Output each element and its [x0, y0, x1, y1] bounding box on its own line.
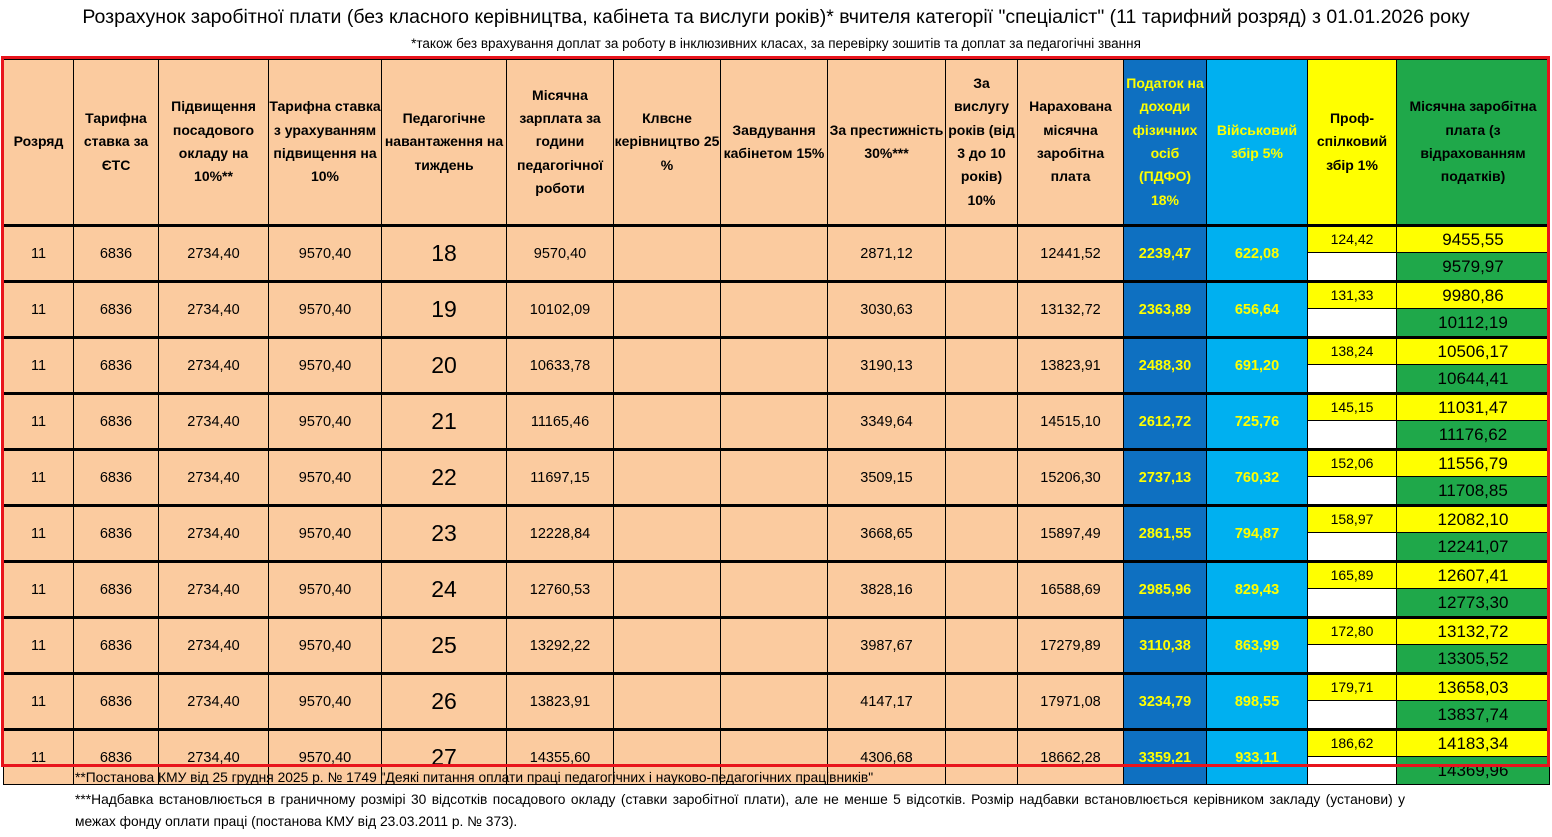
cell-rate-raised: 9570,40: [269, 394, 382, 450]
cell-pdfo: 2985,96: [1124, 562, 1207, 618]
cell-military: 760,32: [1207, 450, 1308, 506]
header-net: Місячна заробітна плата (з відрахованням податків): [1397, 60, 1550, 226]
cell-prestige: 3828,16: [828, 562, 946, 618]
cell-military: 933,11: [1207, 730, 1308, 785]
cell-pdfo: 2239,47: [1124, 226, 1207, 282]
cell-prestige: 3668,65: [828, 506, 946, 562]
cell-pdfo: 2363,89: [1124, 282, 1207, 338]
header-raise: Підвищення посадового окладу на 10%**: [159, 60, 269, 226]
net-without-union: 13305,52: [1397, 645, 1549, 672]
cell-pdfo: 2488,30: [1124, 338, 1207, 394]
cell-prestige: 3987,67: [828, 618, 946, 674]
cell-load: 20: [382, 338, 507, 394]
cell-military: 725,76: [1207, 394, 1308, 450]
cell-accrued: 16588,69: [1018, 562, 1124, 618]
cell-raise: 2734,40: [159, 730, 269, 785]
net-without-union: 12773,30: [1397, 589, 1549, 616]
union-fee-value: 124,42: [1308, 227, 1396, 253]
cell-load: 26: [382, 674, 507, 730]
cell-accrued: 15897,49: [1018, 506, 1124, 562]
cell-rate-raised: 9570,40: [269, 674, 382, 730]
cell-load: 24: [382, 562, 507, 618]
cell-load: 19: [382, 282, 507, 338]
net-with-union: 11556,79: [1397, 451, 1549, 477]
net-with-union: 14183,34: [1397, 731, 1549, 757]
cell-monthly: 13823,91: [507, 674, 614, 730]
cell-rate-raised: 9570,40: [269, 618, 382, 674]
cell-rank: 11: [4, 562, 74, 618]
cell-monthly: 11697,15: [507, 450, 614, 506]
cell-raise: 2734,40: [159, 338, 269, 394]
net-with-union: 12082,10: [1397, 507, 1549, 533]
cell-pdfo: 2737,13: [1124, 450, 1207, 506]
header-load: Педагогічне навантаження на тиждень: [382, 60, 507, 226]
cell-rank: 11: [4, 506, 74, 562]
cell-military: 898,55: [1207, 674, 1308, 730]
net-without-union: 10644,41: [1397, 365, 1549, 392]
cell-accrued: 12441,52: [1018, 226, 1124, 282]
cell-prestige: 3349,64: [828, 394, 946, 450]
header-prestige: За престижність 30%***: [828, 60, 946, 226]
union-fee-value: 179,71: [1308, 675, 1396, 701]
header-union: Проф-спілковий збір 1%: [1308, 60, 1397, 226]
cell-prestige: 3190,13: [828, 338, 946, 394]
cell-accrued: 13823,91: [1018, 338, 1124, 394]
net-with-union: 13132,72: [1397, 619, 1549, 645]
cell-rate: 6836: [74, 674, 159, 730]
cell-rate-raised: 9570,40: [269, 506, 382, 562]
table-frame: [1, 56, 1550, 767]
cell-accrued: 17971,08: [1018, 674, 1124, 730]
page-title: Розрахунок заробітної плати (без класного керівництва, кабінета та вислуги років)* вчителя категорії "спеціаліст" (11 тарифний розряд) з 01.01.2026 року: [82, 6, 1470, 28]
net-with-union: 11031,47: [1397, 395, 1549, 421]
union-fee-value: 152,06: [1308, 451, 1396, 477]
net-without-union: 13837,74: [1397, 701, 1549, 728]
cell-load: 21: [382, 394, 507, 450]
cell-rate-raised: 9570,40: [269, 338, 382, 394]
cell-military: 622,08: [1207, 226, 1308, 282]
header-accrued: Нарахована місячна заробітна плата: [1018, 60, 1124, 226]
cell-pdfo: 3110,38: [1124, 618, 1207, 674]
net-without-union: 9579,97: [1397, 253, 1549, 280]
cell-monthly: 10102,09: [507, 282, 614, 338]
cell-rate: 6836: [74, 226, 159, 282]
cell-accrued: 14515,10: [1018, 394, 1124, 450]
net-without-union: 14369,96: [1397, 757, 1549, 784]
cell-military: 829,43: [1207, 562, 1308, 618]
cell-prestige: 3030,63: [828, 282, 946, 338]
net-with-union: 9980,86: [1397, 283, 1549, 309]
cell-monthly: 12760,53: [507, 562, 614, 618]
header-rank: Розряд: [4, 60, 74, 226]
cell-raise: 2734,40: [159, 506, 269, 562]
cell-military: 691,20: [1207, 338, 1308, 394]
net-with-union: 9455,55: [1397, 227, 1549, 253]
cell-rate-raised: 9570,40: [269, 226, 382, 282]
cell-rank: 11: [4, 618, 74, 674]
cell-rank: 11: [4, 338, 74, 394]
cell-raise: 2734,40: [159, 282, 269, 338]
header-rate-raised: Тарифна ставка з урахуванням підвищення на 10%: [269, 60, 382, 226]
cell-load: 18: [382, 226, 507, 282]
page-subtitle: *також без врахування доплат за роботу в інклюзивних класах, за перевірку зошитів та доплат за педагогічні звання: [411, 36, 1141, 51]
cell-prestige: 3509,15: [828, 450, 946, 506]
cell-pdfo: 3359,21: [1124, 730, 1207, 785]
cell-rate: 6836: [74, 394, 159, 450]
cell-rank: 11: [4, 282, 74, 338]
header-rate: Тарифна ставка за ЄТС: [74, 60, 159, 226]
header-military: Військовий збір 5%: [1207, 60, 1308, 226]
cell-military: 863,99: [1207, 618, 1308, 674]
union-fee-value: 138,24: [1308, 339, 1396, 365]
net-without-union: 11176,62: [1397, 421, 1549, 448]
net-without-union: 12241,07: [1397, 533, 1549, 560]
cell-rank: 11: [4, 450, 74, 506]
cell-accrued: 13132,72: [1018, 282, 1124, 338]
cell-rate: 6836: [74, 562, 159, 618]
cell-monthly: 9570,40: [507, 226, 614, 282]
cell-rate: 6836: [74, 618, 159, 674]
cell-prestige: 2871,12: [828, 226, 946, 282]
cell-load: 25: [382, 618, 507, 674]
cell-monthly: 13292,22: [507, 618, 614, 674]
cell-monthly: 14355,60: [507, 730, 614, 785]
cell-rank: 11: [4, 674, 74, 730]
cell-accrued: 15206,30: [1018, 450, 1124, 506]
cell-rate: 6836: [74, 338, 159, 394]
header-monthly: Місячна зарплата за години педагогічної роботи: [507, 60, 614, 226]
header-pdfo: Податок на доходи фізичних осіб (ПДФО) 18%: [1124, 60, 1207, 226]
cell-monthly: 11165,46: [507, 394, 614, 450]
cell-rate-raised: 9570,40: [269, 450, 382, 506]
cell-raise: 2734,40: [159, 394, 269, 450]
cell-prestige: 4306,68: [828, 730, 946, 785]
cell-rate-raised: 9570,40: [269, 282, 382, 338]
cell-load: 22: [382, 450, 507, 506]
union-fee-value: 165,89: [1308, 563, 1396, 589]
union-fee-value: 158,97: [1308, 507, 1396, 533]
net-without-union: 10112,19: [1397, 309, 1549, 336]
cell-rate: 6836: [74, 730, 159, 785]
net-with-union: 10506,17: [1397, 339, 1549, 365]
cell-rank: 11: [4, 226, 74, 282]
cell-load: 23: [382, 506, 507, 562]
cell-rank: 11: [4, 394, 74, 450]
cell-raise: 2734,40: [159, 674, 269, 730]
cell-military: 794,87: [1207, 506, 1308, 562]
cell-rate: 6836: [74, 506, 159, 562]
footnote-2: ***Надбавка встановлюється в граничному розмірі 30 відсотків посадового окладу (ставки заробітної плати), але не менше 5 відсотків. Розмір надбавки встановлюється керівником закладу (установи) у межах фонду оплати праці (постанова КМУ від 23.03.2011 р. № 373).: [75, 792, 1405, 829]
cell-monthly: 12228,84: [507, 506, 614, 562]
cell-raise: 2734,40: [159, 450, 269, 506]
cell-pdfo: 2861,55: [1124, 506, 1207, 562]
cell-military: 656,64: [1207, 282, 1308, 338]
cell-raise: 2734,40: [159, 226, 269, 282]
cell-rate: 6836: [74, 282, 159, 338]
union-fee-value: 131,33: [1308, 283, 1396, 309]
header-seniority: За вислугу років (від 3 до 10 років) 10%: [946, 60, 1018, 226]
cell-accrued: 17279,89: [1018, 618, 1124, 674]
cell-rate-raised: 9570,40: [269, 562, 382, 618]
net-without-union: 11708,85: [1397, 477, 1549, 504]
footnotes: [75, 767, 1405, 833]
cell-prestige: 4147,17: [828, 674, 946, 730]
cell-raise: 2734,40: [159, 562, 269, 618]
header-class-mgmt: Клвсне керівництво 25 %: [614, 60, 721, 226]
cell-rate-raised: 9570,40: [269, 730, 382, 785]
footnote-1: **Постанова КМУ від 25 грудня 2025 р. № 1749 "Деякі питання оплати праці педагогічних і науково-педагогічних працівників": [75, 770, 874, 785]
net-with-union: 13658,03: [1397, 675, 1549, 701]
cell-rate: 6836: [74, 450, 159, 506]
cell-rank: 11: [4, 730, 74, 785]
cell-pdfo: 3234,79: [1124, 674, 1207, 730]
union-fee-value: 186,62: [1308, 731, 1396, 757]
cell-load: 27: [382, 730, 507, 785]
cell-pdfo: 2612,72: [1124, 394, 1207, 450]
cell-raise: 2734,40: [159, 618, 269, 674]
cell-accrued: 18662,28: [1018, 730, 1124, 785]
net-with-union: 12607,41: [1397, 563, 1549, 589]
cell-monthly: 10633,78: [507, 338, 614, 394]
union-fee-value: 145,15: [1308, 395, 1396, 421]
union-fee-value: 172,80: [1308, 619, 1396, 645]
header-cabinet: Завдування кабінетом 15%: [721, 60, 828, 226]
